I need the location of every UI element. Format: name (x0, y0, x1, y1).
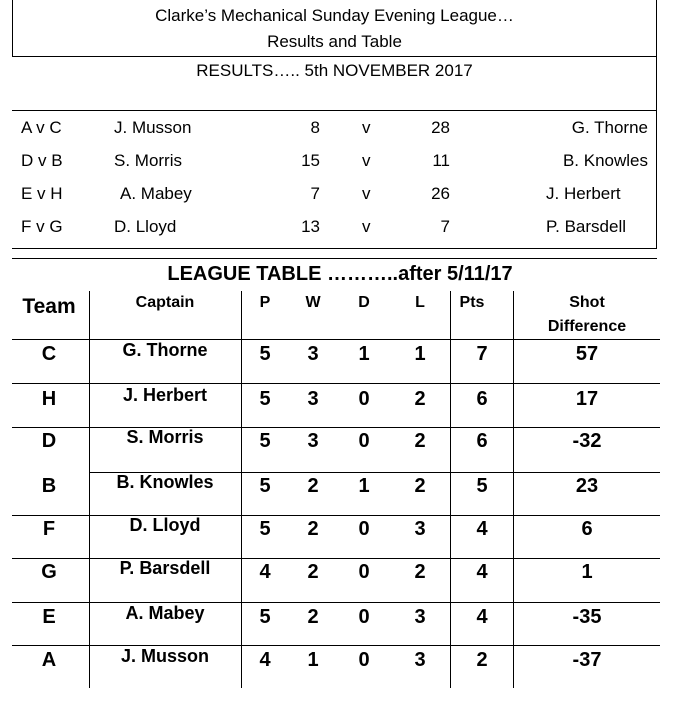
won-cell: 2 (307, 475, 319, 497)
result-home-captain: J. Musson (114, 118, 192, 137)
drawn-cell: 0 (358, 518, 370, 540)
shot-difference-cell: -37 (572, 649, 602, 671)
table-col-divider (513, 291, 514, 688)
result-fixture: F v G (21, 217, 63, 236)
result-fixture: E v H (21, 184, 63, 203)
played-cell: 5 (259, 388, 271, 410)
team-cell: B (41, 475, 57, 497)
table-row-divider (12, 427, 660, 428)
column-header-pts: Pts (459, 294, 485, 311)
won-cell: 3 (307, 343, 319, 365)
shot-difference-cell: -35 (572, 606, 602, 628)
result-vs: v (362, 184, 371, 203)
league-table-title: LEAGUE TABLE ………..after 5/11/17 (167, 263, 513, 285)
shot-difference-cell: 23 (575, 475, 599, 497)
results-heading: RESULTS….. 5th NOVEMBER 2017 (196, 61, 473, 80)
column-header-l: L (415, 294, 425, 311)
league-title: Clarke’s Mechanical Sunday Evening League… (155, 6, 514, 25)
drawn-cell: 0 (358, 606, 370, 628)
won-cell: 1 (307, 649, 319, 671)
drawn-cell: 0 (358, 430, 370, 452)
result-home-score: 15 (301, 151, 320, 170)
played-cell: 5 (259, 430, 271, 452)
result-home-captain: D. Lloyd (114, 217, 177, 236)
lost-cell: 2 (414, 475, 426, 497)
drawn-cell: 1 (358, 343, 370, 365)
captain-cell: J. Herbert (122, 385, 208, 405)
column-header-shot-difference-line2: Difference (547, 318, 627, 335)
result-away-captain: G. Thorne (571, 118, 648, 137)
points-cell: 4 (476, 561, 488, 583)
captain-cell: A. Mabey (125, 603, 205, 623)
table-row-divider (12, 515, 660, 516)
points-cell: 4 (476, 518, 488, 540)
points-cell: 4 (476, 606, 488, 628)
team-cell: A (41, 649, 57, 671)
table-row-divider (12, 602, 660, 603)
won-cell: 3 (307, 388, 319, 410)
captain-cell: D. Lloyd (129, 515, 201, 535)
drawn-cell: 0 (358, 561, 370, 583)
team-cell: E (42, 606, 56, 628)
points-cell: 6 (476, 430, 488, 452)
table-row-divider (12, 339, 660, 340)
team-cell: G (41, 561, 57, 583)
lost-cell: 2 (414, 430, 426, 452)
played-cell: 5 (259, 518, 271, 540)
team-cell: C (41, 343, 57, 365)
played-cell: 5 (259, 343, 271, 365)
shot-difference-cell: 17 (575, 388, 599, 410)
played-cell: 5 (259, 606, 271, 628)
result-home-captain: S. Morris (114, 151, 182, 170)
drawn-cell: 0 (358, 388, 370, 410)
won-cell: 3 (307, 430, 319, 452)
points-cell: 5 (476, 475, 488, 497)
result-home-score: 13 (301, 217, 320, 236)
drawn-cell: 0 (358, 649, 370, 671)
result-home-score: 8 (310, 118, 320, 137)
played-cell: 5 (259, 475, 271, 497)
won-cell: 2 (307, 606, 319, 628)
won-cell: 2 (307, 561, 319, 583)
captain-cell: J. Musson (120, 646, 209, 666)
lost-cell: 3 (414, 606, 426, 628)
column-header-team: Team (22, 295, 76, 318)
table-col-divider (241, 291, 242, 688)
shot-difference-cell: 57 (575, 343, 599, 365)
section-divider (12, 258, 657, 259)
team-cell: F (42, 518, 56, 540)
result-home-captain: A. Mabey (120, 184, 192, 203)
points-cell: 2 (476, 649, 488, 671)
table-row-divider (12, 645, 660, 646)
result-fixture: A v C (21, 118, 62, 137)
played-cell: 4 (259, 561, 271, 583)
result-away-captain: J. Herbert (546, 184, 621, 203)
result-away-score: 26 (431, 184, 450, 203)
column-header-captain: Captain (135, 294, 195, 311)
result-home-score: 7 (310, 184, 320, 203)
result-away-score: 7 (440, 217, 450, 236)
result-away-captain: B. Knowles (562, 151, 648, 170)
result-vs: v (362, 118, 371, 137)
shot-difference-cell: 1 (581, 561, 593, 583)
table-row-divider (12, 383, 660, 384)
lost-cell: 3 (414, 649, 426, 671)
result-away-score: 11 (432, 151, 450, 170)
team-cell: D (41, 430, 57, 452)
results-bottom-rule (12, 248, 657, 249)
column-header-d: D (358, 294, 370, 311)
result-away-captain: P. Barsdell (546, 217, 627, 236)
won-cell: 2 (307, 518, 319, 540)
results-heading-divider (12, 110, 657, 111)
column-header-p: P (259, 294, 271, 311)
lost-cell: 3 (414, 518, 426, 540)
points-cell: 6 (476, 388, 488, 410)
lost-cell: 1 (414, 343, 426, 365)
lost-cell: 2 (414, 561, 426, 583)
captain-cell: P. Barsdell (119, 558, 211, 578)
result-vs: v (362, 217, 371, 236)
points-cell: 7 (476, 343, 488, 365)
column-header-w: W (305, 294, 321, 311)
column-header-shot-difference-line1: Shot (569, 294, 605, 311)
title-divider (12, 56, 657, 57)
drawn-cell: 1 (358, 475, 370, 497)
captain-cell: S. Morris (126, 427, 204, 447)
result-vs: v (362, 151, 371, 170)
captain-cell: G. Thorne (122, 340, 208, 360)
result-fixture: D v B (21, 151, 63, 170)
league-subtitle: Results and Table (267, 32, 402, 51)
shot-difference-cell: -32 (572, 430, 602, 452)
table-col-divider (450, 291, 451, 688)
played-cell: 4 (259, 649, 271, 671)
shot-difference-cell: 6 (581, 518, 593, 540)
table-row-divider (12, 558, 660, 559)
lost-cell: 2 (414, 388, 426, 410)
table-col-divider (89, 291, 90, 688)
captain-cell: B. Knowles (116, 472, 214, 492)
team-cell: H (41, 388, 57, 410)
result-away-score: 28 (431, 118, 450, 137)
